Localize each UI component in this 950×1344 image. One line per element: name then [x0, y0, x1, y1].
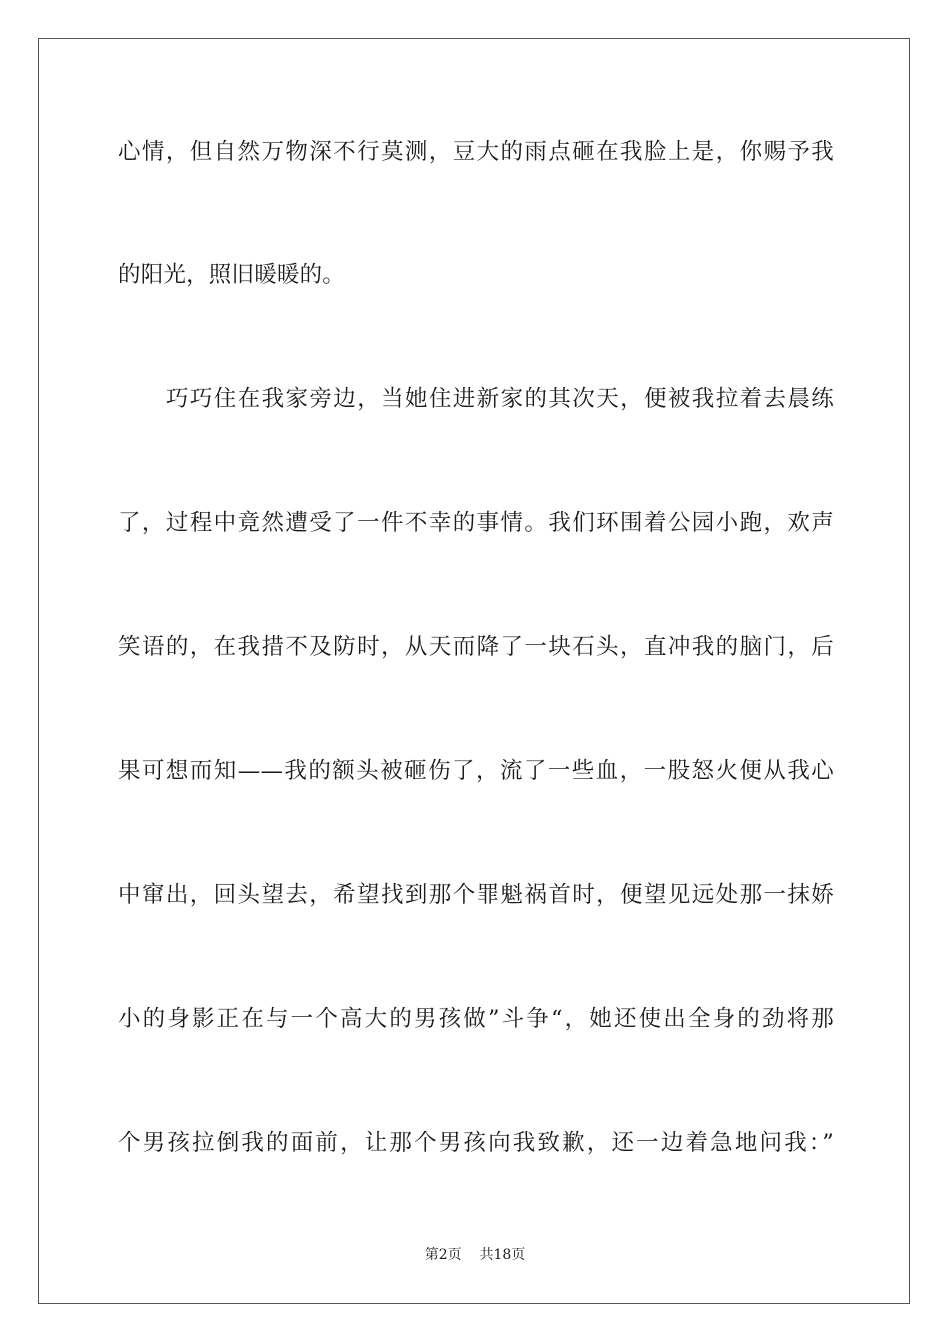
- paragraph-line: 中窜出，回头望去，希望找到那个罪魁祸首时，便望见远处那一抹娇: [118, 882, 834, 908]
- paragraph-line: 心情，但自然万物深不行莫测，豆大的雨点砸在我脸上是，你赐予我: [118, 139, 834, 165]
- paragraph-line: 巧巧住在我家旁边，当她住进新家的其次天，便被我拉着去晨练: [166, 386, 834, 412]
- page-border: [38, 38, 910, 1304]
- paragraph-line: 果可想而知——我的额头被砸伤了，流了一些血，一股怒火便从我心: [118, 758, 834, 784]
- paragraph-line: 的阳光，照旧暖暖的。: [118, 262, 346, 288]
- paragraph-line: 个男孩拉倒我的面前，让那个男孩向我致歉，还一边着急地问我：”: [118, 1130, 834, 1156]
- paragraph-line: 小的身影正在与一个高大的男孩做”斗争“，她还使出全身的劲将那: [118, 1006, 834, 1032]
- paragraph-line: 笑语的，在我措不及防时，从天而降了一块石头，直冲我的脑门，后: [118, 634, 834, 660]
- paragraph-line: 了，过程中竟然遭受了一件不幸的事情。我们环围着公园小跑，欢声: [118, 510, 834, 536]
- page-number: 第2页 共18页: [424, 1247, 526, 1263]
